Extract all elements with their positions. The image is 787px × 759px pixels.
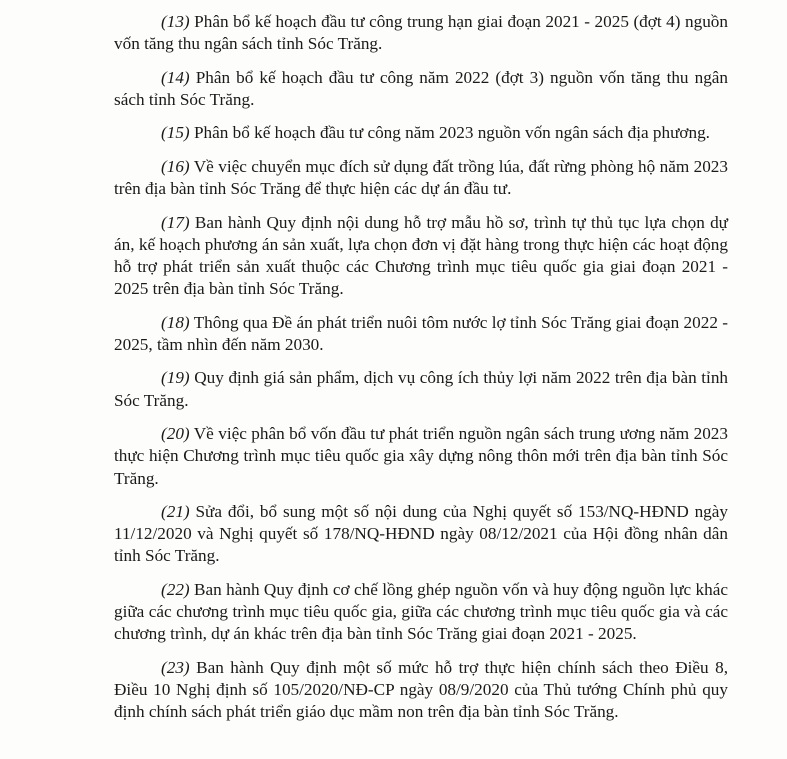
item-number: (20) — [161, 424, 190, 444]
item-text: Phân bổ kế hoạch đầu tư công trung hạn giai đoạn 2021 - 2025 (đợt 4) nguồn vốn tăng thu ngân sách tỉnh Sóc Trăng. — [114, 12, 728, 54]
item-text: Ban hành Quy định cơ chế lồng ghép nguồn vốn và huy động nguồn lực khác giữa các chương trình mục tiêu quốc gia, giữa các chương trình mục tiêu quốc gia và các chương trình, dự án khác trên địa bàn tỉnh Sóc Trăng giai đoạn 2021 - 2025. — [114, 579, 728, 644]
item-text: Phân bổ kế hoạch đầu tư công năm 2023 nguồn vốn ngân sách địa phương. — [193, 123, 710, 143]
item-text: Quy định giá sản phẩm, dịch vụ công ích thủy lợi năm 2022 trên địa bàn tỉnh Sóc Trăng. — [114, 368, 729, 410]
item-number: (15) — [161, 123, 190, 143]
item-number: (23) — [161, 657, 190, 677]
list-item — [114, 212, 728, 301]
item-number: (16) — [161, 156, 190, 176]
item-number: (21) — [161, 502, 190, 522]
list-item — [114, 67, 728, 111]
item-text: Về việc phân bổ vốn đầu tư phát triển nguồn ngân sách trung ương năm 2023 thực hiện Chương trình mục tiêu quốc gia xây dựng nông thôn mới trên địa bàn tỉnh Sóc Trăng. — [114, 424, 728, 488]
list-item — [114, 423, 728, 490]
item-number: (14) — [161, 67, 190, 87]
list-item — [114, 579, 728, 646]
item-text: Ban hành Quy định nội dung hỗ trợ mẫu hồ sơ, trình tự thủ tục lựa chọn dự án, kế hoạch phương án sản xuất, lựa chọn đơn vị đặt hàng trong thực hiện các hoạt động hỗ trợ phát triển sản xuất thuộc các Chương trình mục tiêu quốc gia giai đoạn 2021 - 2025 trên địa bàn tỉnh Sóc Trăng. — [114, 212, 728, 299]
item-text: Ban hành Quy định một số mức hỗ trợ thực hiện chính sách theo Điều 8, Điều 10 Nghị định số 105/2020/NĐ-CP ngày 08/9/2020 của Thủ tướng Chính phủ quy định chính sách phát triển giáo dục mầm non trên địa bàn tỉnh Sóc Trăng. — [114, 657, 728, 722]
item-text: Phân bổ kế hoạch đầu tư công năm 2022 (đợt 3) nguồn vốn tăng thu ngân sách tỉnh Sóc Trăng. — [114, 67, 729, 109]
item-number: (18) — [161, 312, 190, 332]
list-item — [114, 312, 728, 356]
resolution-list — [114, 11, 728, 735]
list-item — [114, 501, 728, 568]
list-item — [114, 367, 728, 411]
item-number: (17) — [161, 212, 190, 232]
list-item — [114, 122, 728, 144]
item-number: (13) — [161, 12, 190, 31]
list-item — [114, 156, 728, 200]
item-text: Sửa đổi, bổ sung một số nội dung của Nghị quyết số 153/NQ-HĐND ngày 11/12/2020 và Nghị quyết số 178/NQ-HĐND ngày 08/12/2021 của Hội đồng nhân dân tỉnh Sóc Trăng. — [114, 502, 729, 566]
list-item — [114, 657, 728, 724]
item-number: (22) — [161, 579, 190, 599]
item-text: Về việc chuyển mục đích sử dụng đất trồng lúa, đất rừng phòng hộ năm 2023 trên địa bàn tỉnh Sóc Trăng để thực hiện các dự án đầu tư. — [114, 156, 728, 199]
list-item — [114, 11, 728, 55]
item-number: (19) — [161, 368, 190, 388]
item-text: Thông qua Đề án phát triển nuôi tôm nước lợ tỉnh Sóc Trăng giai đoạn 2022 - 2025, tầm nhìn đến năm 2030. — [114, 312, 728, 354]
